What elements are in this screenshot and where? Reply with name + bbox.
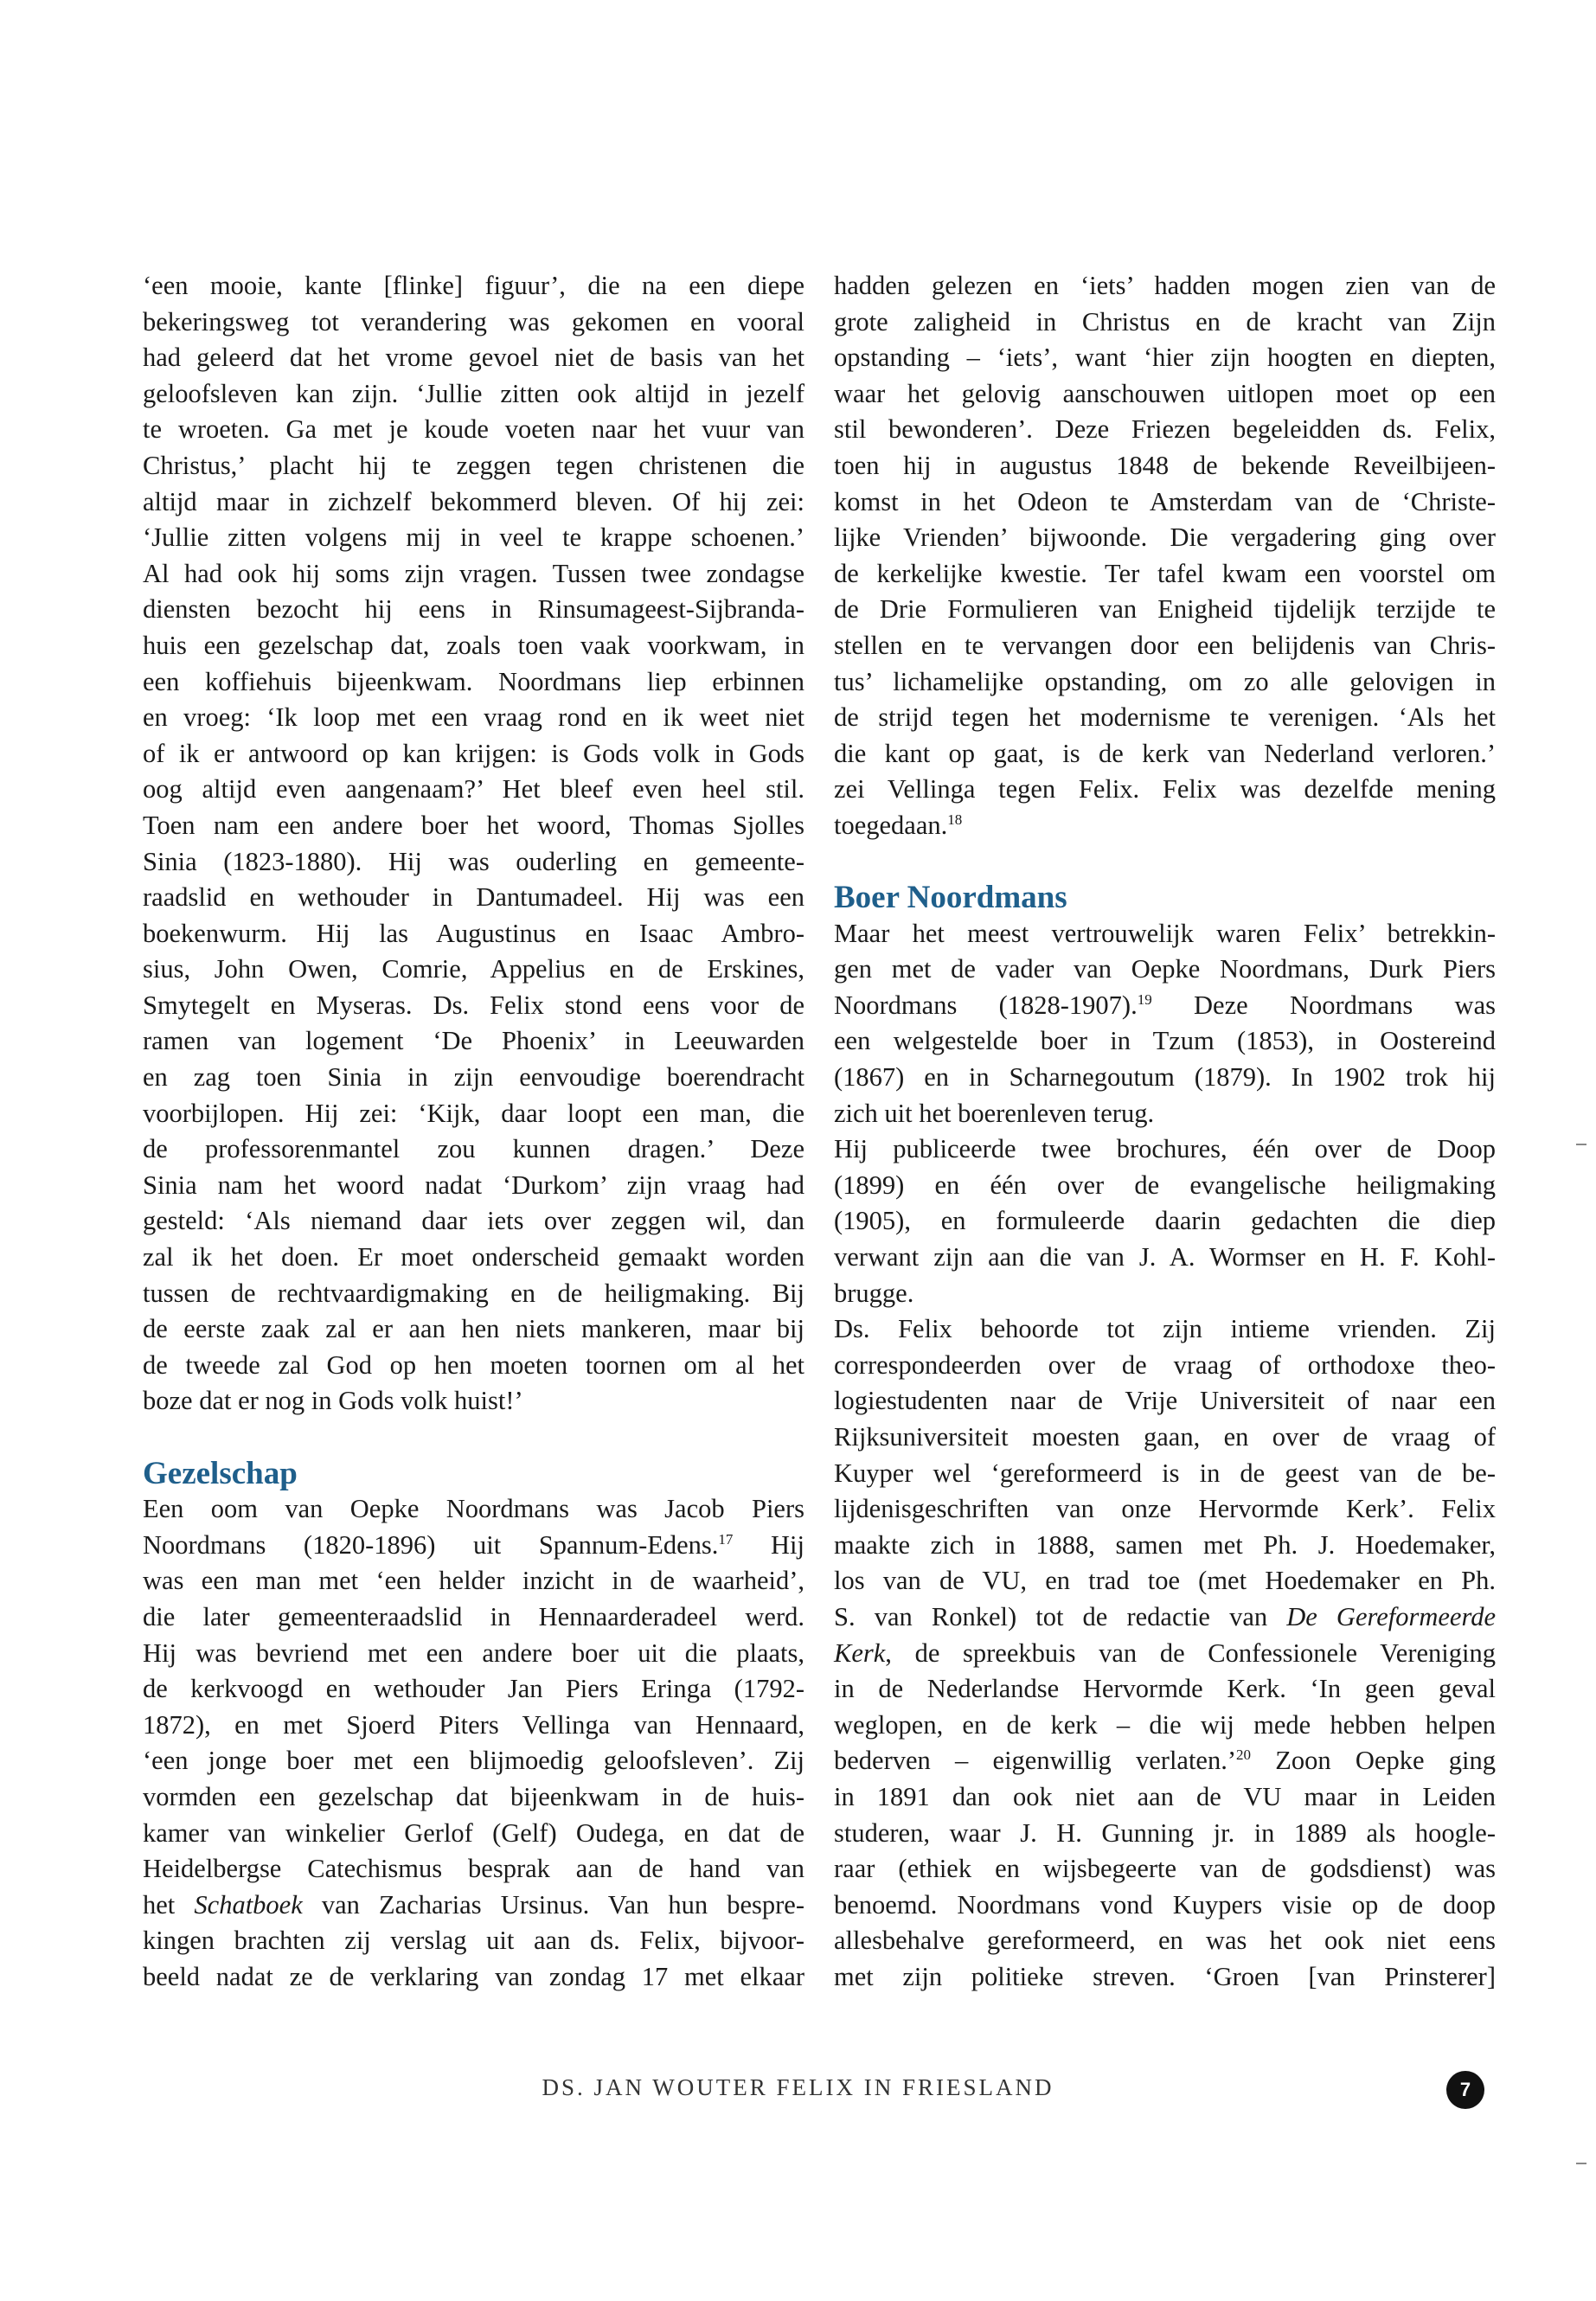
paragraph-boer-noordmans — [834, 916, 1496, 1132]
text-line: kingen brachten zij verslag uit aan ds. Felix, bijvoor- — [143, 1926, 804, 1956]
text-line: stil bewonderen’. Deze Friezen begeleidden ds. Felix, — [834, 414, 1496, 445]
left-column — [143, 268, 804, 1996]
right-column — [834, 268, 1496, 1996]
paragraph-felix-figure — [143, 268, 804, 1420]
text-line: te wroeten. Ga met je koude voeten naar het vuur van — [143, 414, 804, 445]
text-line: boekenwurm. Hij las Augustinus en Isaac Ambro- — [143, 918, 804, 948]
text-line — [834, 1743, 1496, 1779]
text-segment: S. van Ronkel) tot de redactie van — [834, 1601, 1287, 1631]
text-line: die kant op gaat, is de kerk van Nederland verloren.’ — [834, 738, 1496, 768]
heading-gezelschap: Gezelschap — [143, 1455, 298, 1491]
text-line — [834, 1636, 1496, 1672]
text-line: oog altijd even aangenaam?’ Het bleef even heel stil. — [143, 774, 804, 804]
text-line: grote zaligheid in Christus en de kracht van Zijn — [834, 306, 1496, 336]
text-segment: Zoon Oepke ging — [1251, 1746, 1496, 1776]
text-line: boze dat er nog in Gods volk huist!’ — [143, 1386, 523, 1416]
text-line: lijdenisgeschriften van onze Hervormde Kerk’. Felix — [834, 1494, 1496, 1524]
footnote-ref-19: 19 — [1137, 990, 1152, 1008]
text-line: had geleerd dat het vrome gevoel niet de basis van het — [143, 343, 804, 373]
crop-mark — [1576, 1144, 1586, 1145]
text-line: Sinia nam het woord nadat ‘Durkom’ zijn vraag had — [143, 1170, 804, 1200]
title-schatboek: Schatboek — [194, 1889, 303, 1920]
heading-boer-noordmans: Boer Noordmans — [834, 880, 1067, 916]
text-line: Hij was bevriend met een andere boer uit die plaats, — [143, 1638, 804, 1668]
text-line: in 1891 dan ook niet aan de VU maar in Leiden — [834, 1781, 1496, 1811]
text-line: benoemd. Noordmans vond Kuypers visie op de doop — [834, 1889, 1496, 1920]
text-line: (1899) en één over de evangelische heiligmaking — [834, 1170, 1496, 1200]
text-line — [834, 988, 1496, 1024]
text-line: logiestudenten naar de Vrije Universiteit of naar een — [834, 1386, 1496, 1416]
text-line: raar (ethiek en wijsbegeerte van de godsdienst) was — [834, 1854, 1496, 1884]
text-line: de kerkelijke kwestie. Ter tafel kwam een voorstel om — [834, 558, 1496, 588]
text-line: los van de VU, en trad toe (met Hoedemaker en Ph. — [834, 1566, 1496, 1596]
text-line: kamer van winkelier Gerlof (Gelf) Oudega, en dat de — [143, 1817, 804, 1848]
text-line: bekeringsweg tot verandering was gekomen en vooral — [143, 306, 804, 336]
paragraph-gezelschap — [143, 1491, 804, 1995]
text-line: lijke Vrienden’ bijwoonde. Die vergadering ging over — [834, 522, 1496, 553]
text-line: Maar het meest vertrouwelijk waren Felix’ betrekkin- — [834, 918, 1496, 948]
text-line: tus’ lichamelijke opstanding, om zo alle gelovigen in — [834, 666, 1496, 696]
text-line: Smytegelt en Myseras. Ds. Felix stond eens voor de — [143, 990, 804, 1020]
text-line: vormden een gezelschap dat bijeenkwam in de huis- — [143, 1781, 804, 1811]
text-line: weglopen, en de kerk – die wij mede hebben helpen — [834, 1709, 1496, 1740]
text-line: Al had ook hij soms zijn vragen. Tussen twee zondagse — [143, 558, 804, 588]
text-line: verwant zijn aan die van J. A. Wormser en H. F. Kohl- — [834, 1242, 1496, 1272]
text-line: beeld nadat ze de verklaring van zondag 17 met elkaar — [143, 1961, 804, 1991]
text-segment: van Zacharias Ursinus. Van hun bespre- — [302, 1889, 805, 1920]
text-line: ‘een mooie, kante [flinke] figuur’, die na een diepe — [143, 271, 804, 300]
text-segment: Deze Noordmans was — [1151, 990, 1496, 1020]
text-line: tussen de rechtvaardigmaking en de heiligmaking. Bij — [143, 1278, 804, 1308]
text-line: altijd maar in zichzelf bekommerd bleven. Of hij zei: — [143, 486, 804, 516]
text-line: studeren, waar J. H. Gunning jr. in 1889 als hoogle- — [834, 1817, 1496, 1848]
text-line: Een oom van Oepke Noordmans was Jacob Piers — [143, 1494, 804, 1524]
text-line: toen hij in augustus 1848 de bekende Reveilbijeen- — [834, 450, 1496, 480]
text-segment: Noordmans (1820-1896) uit Spannum-Edens. — [143, 1529, 719, 1560]
text-line: opstanding – ‘iets’, want ‘hier zijn hoogten en diepten, — [834, 343, 1496, 373]
text-line: diensten bezocht hij eens in Rinsumageest-Sijbranda- — [143, 594, 804, 625]
text-line: voorbijlopen. Hij zei: ‘Kijk, daar loopt een man, die — [143, 1098, 804, 1128]
text-line: zal ik het doen. Er moet onderscheid gemaakt worden — [143, 1242, 804, 1272]
text-line: huis een gezelschap dat, zoals toen vaak voorkwam, in — [143, 630, 804, 660]
text-line: ‘Jullie zitten volgens mij in veel te krappe schoenen.’ — [143, 522, 804, 553]
text-line: in de Nederlandse Hervormde Kerk. ‘In geen geval — [834, 1674, 1496, 1704]
text-segment: het — [143, 1889, 195, 1920]
text-line — [834, 808, 1496, 844]
text-line: brugge. — [834, 1278, 914, 1308]
text-segment: , de spreekbuis van de Confessionele Vereniging — [885, 1638, 1496, 1668]
text-line — [143, 1888, 804, 1924]
text-line: sius, John Owen, Comrie, Appelius en de Erskines, — [143, 954, 804, 984]
text-line: was een man met ‘een helder inzicht in de waarheid’, — [143, 1566, 804, 1596]
text-line: hadden gelezen en ‘iets’ hadden mogen zien van de — [834, 271, 1496, 300]
text-line: correspondeerden over de vraag of orthodoxe theo- — [834, 1349, 1496, 1380]
text-line — [834, 1599, 1496, 1636]
text-line: met zijn politieke streven. ‘Groen [van Prinsterer] — [834, 1961, 1496, 1991]
text-line: Christus,’ placht hij te zeggen tegen christenen die — [143, 450, 804, 480]
text-line: 1872), en met Sjoerd Piters Vellinga van Hennaard, — [143, 1709, 804, 1740]
text-line: en zag toen Sinia in zijn eenvoudige boerendracht — [143, 1062, 804, 1093]
text-line: zich uit het boerenleven terug. — [834, 1098, 1155, 1128]
text-line: de strijd tegen het modernisme te verenigen. ‘Als het — [834, 702, 1496, 733]
text-line: Kuyper wel ‘gereformeerd is in de geest van de be- — [834, 1458, 1496, 1488]
text-line: een koffiehuis bijeenkwam. Noordmans liep erbinnen — [143, 666, 804, 696]
text-line: geloofsleven kan zijn. ‘Jullie zitten ook altijd in jezelf — [143, 378, 804, 408]
text-line: raadslid en wethouder in Dantumadeel. Hij was een — [143, 882, 804, 913]
crop-mark — [1576, 2163, 1586, 2164]
paragraph-intieme-vrienden — [834, 1311, 1496, 1995]
text-line — [143, 1528, 804, 1564]
text-line: de eerste zaak zal er aan hen niets mankeren, maar bij — [143, 1314, 804, 1344]
text-line: stellen en te vervangen door een belijdenis van Chris- — [834, 630, 1496, 660]
title-kerk: Kerk — [834, 1638, 886, 1668]
text-line: de Drie Formulieren van Enigheid tijdelijk terzijde te — [834, 594, 1496, 625]
text-line: een welgestelde boer in Tzum (1853), in Oostereind — [834, 1026, 1496, 1056]
text-line: gesteld: ‘Als niemand daar iets over zeggen wil, dan — [143, 1206, 804, 1236]
footnote-ref-17: 17 — [718, 1530, 734, 1548]
text-line: allesbehalve gereformeerd, en was het ook niet eens — [834, 1926, 1496, 1956]
footnote-ref-18: 18 — [947, 811, 963, 828]
paragraph-brochures — [834, 1131, 1496, 1311]
text-line: zei Vellinga tegen Felix. Felix was dezelfde mening — [834, 774, 1496, 804]
text-line: ‘een jonge boer met een blijmoedig geloofsleven’. Zij — [143, 1746, 804, 1776]
text-segment: toegedaan. — [834, 810, 948, 840]
text-line: komst in het Odeon te Amsterdam van de ‘Christe- — [834, 486, 1496, 516]
text-line: of ik er antwoord op kan krijgen: is Gods volk in Gods — [143, 738, 804, 768]
running-footer-title: DS. JAN WOUTER FELIX IN FRIESLAND — [542, 2074, 1054, 2100]
text-line: (1867) en in Scharnegoutum (1879). In 1902 trok hij — [834, 1062, 1496, 1093]
text-line: ramen van logement ‘De Phoenix’ in Leeuwarden — [143, 1026, 804, 1056]
text-line: Hij publiceerde twee brochures, één over de Doop — [834, 1134, 1496, 1164]
text-line: de kerkvoogd en wethouder Jan Piers Eringa (1792- — [143, 1674, 804, 1704]
footnote-ref-20: 20 — [1236, 1747, 1252, 1764]
text-line: waar het gelovig aanschouwen uitlopen moet op een — [834, 378, 1496, 408]
text-line: Sinia (1823-1880). Hij was ouderling en gemeente- — [143, 846, 804, 876]
paragraph-friezen — [834, 268, 1496, 844]
text-line: de professorenmantel zou kunnen dragen.’ Deze — [143, 1134, 804, 1164]
text-line: die later gemeenteraadslid in Hennaarderadeel werd. — [143, 1601, 804, 1631]
text-line: gen met de vader van Oepke Noordmans, Durk Piers — [834, 954, 1496, 984]
title-de-gereformeerde: De Gereformeerde — [1286, 1601, 1496, 1631]
text-segment: bederven – eigenwillig verlaten.’ — [834, 1746, 1237, 1776]
text-line: Ds. Felix behoorde tot zijn intieme vrienden. Zij — [834, 1314, 1496, 1344]
text-line: Rijksuniversiteit moesten gaan, en over de vraag of — [834, 1422, 1496, 1452]
text-line: Toen nam een andere boer het woord, Thomas Sjolles — [143, 810, 804, 840]
text-line: (1905), en formuleerde daarin gedachten die diep — [834, 1206, 1496, 1236]
text-segment: Hij — [733, 1529, 804, 1560]
text-line: Heidelbergse Catechismus besprak aan de hand van — [143, 1854, 804, 1884]
page-number-badge: 7 — [1446, 2071, 1484, 2109]
text-line: en vroeg: ‘Ik loop met een vraag rond en ik weet niet — [143, 702, 804, 733]
text-line: maakte zich in 1888, samen met Ph. J. Hoedemaker, — [834, 1529, 1496, 1560]
text-segment: Noordmans (1828-1907). — [834, 990, 1138, 1020]
text-line: de tweede zal God op hen moeten toornen om al het — [143, 1349, 804, 1380]
